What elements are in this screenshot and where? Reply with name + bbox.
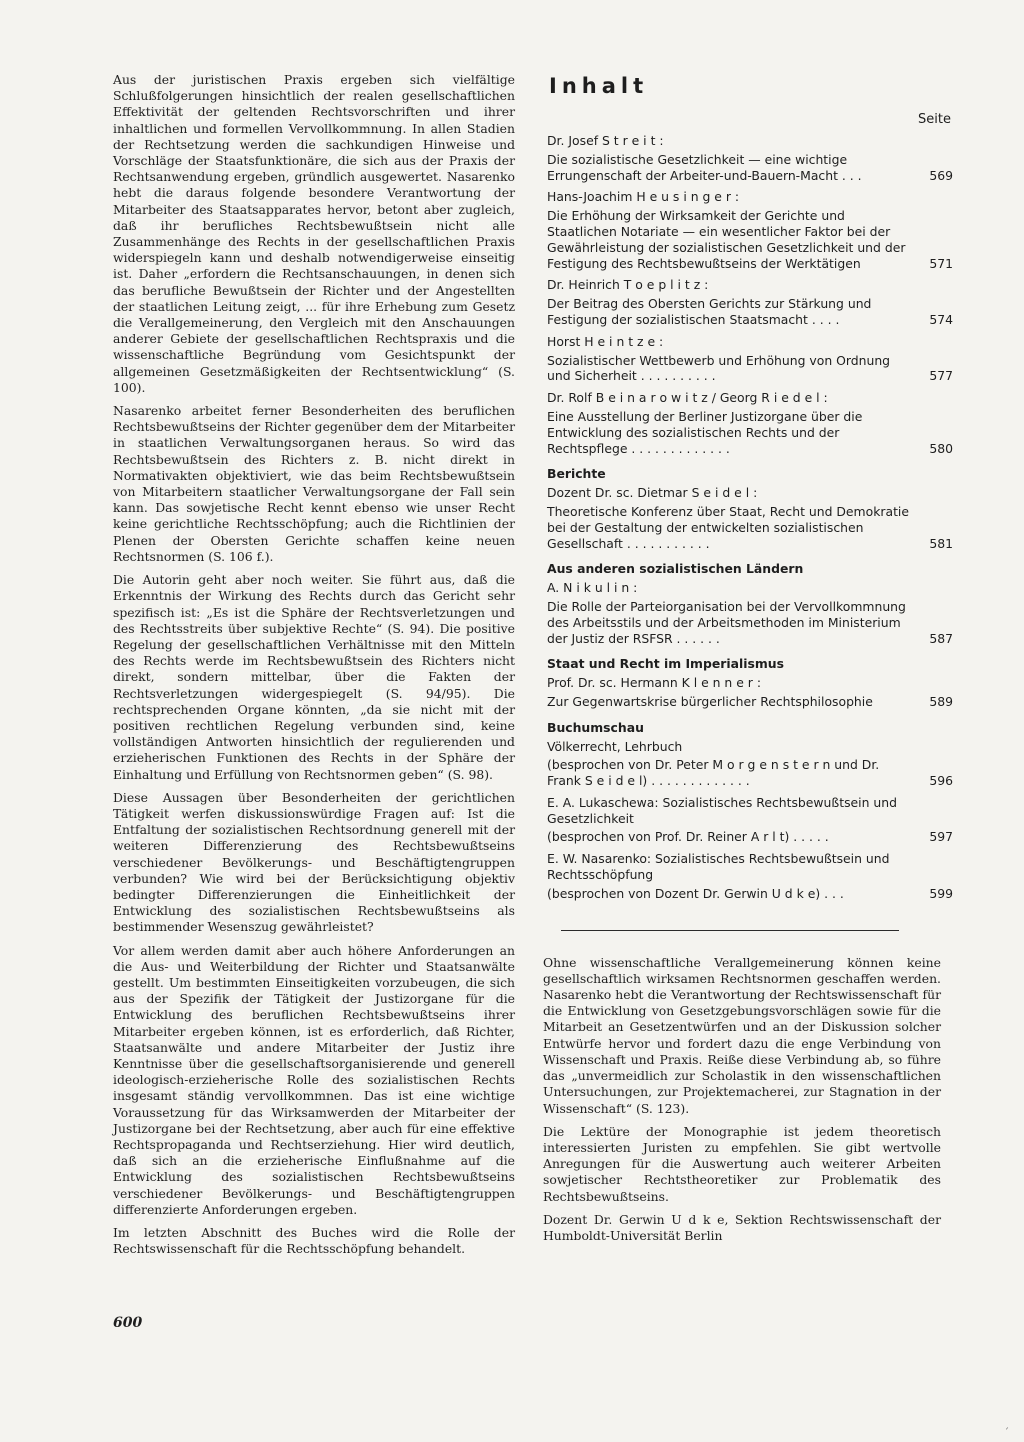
toc-section-heading: Buchumschau [547,719,644,735]
toc-entry-page: 596 [929,773,953,789]
toc-entry[interactable] [547,757,953,789]
toc-entry-title: (besprochen von Dozent Dr. Gerwin U d k e) . . . [547,885,844,901]
toc-entry-title: Die Erhöhung der Wirksamkeit der Gerichte und Staatlichen Notariate — ein wesentlicher Faktor bei der Gewährleistung der sozialistischen Gesetzlichkeit und der Festigung des Rechtsbewußtseins der Werktätigen [547,208,906,271]
toc-entry-title: Die Rolle der Parteiorganisation bei der Vervollkommnung des Arbeitsstils und der Arbeitsmethoden im Ministerium der Justiz der RSFSR . . . . . . [547,598,906,646]
body-paragraph: Die Lektüre der Monographie ist jedem theoretisch interessierten Juristen zu empfehlen. Sie gibt wertvolle Anregungen für die Auswertung auch weiterer Arbeiten sowjetischer Rechtstheoretiker zur Problematik des Rechtsbewußtseins. [543,1123,941,1204]
toc-entry-page: 571 [929,255,953,271]
toc-entry-page: 577 [929,368,953,384]
toc-author: Prof. Dr. sc. Hermann K l e n n e r : [547,675,761,691]
right-column [543,72,953,1251]
toc-entry-page: 589 [929,693,953,709]
toc-entry[interactable] [547,694,953,710]
toc-entry-title: Sozialistischer Wettbewerb und Erhöhung von Ordnung und Sicherheit . . . . . . . . . . [547,352,891,384]
toc-page-header: Seite [918,112,951,127]
toc-author: Dr. Rolf B e i n a r o w i t z / Georg R i e d e l : [547,390,828,406]
toc-entry-title: Die sozialistische Gesetzlichkeit — eine wichtige Errungenschaft der Arbeiter-und-Bauern-Macht . . . [547,151,862,183]
toc-author: A. N i k u l i n : [547,580,638,596]
body-paragraph: Ohne wissenschaftliche Verallgemeinerung können keine gesellschaftlich wirksamen Rechtsnormen geschaffen werden. Nasarenko hebt die Verantwortung der Rechtswissenschaft für die Entwicklung von Gesetzgebungsvorschlägen sowie für die Mitarbeit an Gesetzentwürfen und an der Diskussion solcher Entwürfe hervor und fordert dazu die enge Verbindung von Wissenschaft und Praxis. Reiße diese Verbindung ab, so führe das „unvermeidlich zur Scholastik in den wissenschaftlichen Untersuchungen, zur Projektemacherei, zur Stagnation in der Wissenschaft“ (S. 123). [543,954,941,1116]
body-paragraph: Die Autorin geht aber noch weiter. Sie führt aus, daß die Erkenntnis der Wirkung des Rechts durch das Gericht sehr spezifisch ist: „Es ist die Sphäre der Rechtsverletzungen und des Rechtsstreits über subjektive Rechte“ (S. 94). Die positive Regelung der gesellschaftlichen Verhältnisse mit den Mitteln des Rechts werde im Rechtsbewußtsein des Richters nicht direkt, sondern mittelbar, über die Fakten der Rechtsverletzungen widergespiegelt (S. 94/95). Die rechtsprechenden Organe könnten, „da sie nicht mit der positiven rechtlichen Regelung verbunden sind, keine vollständigen Antworten hinsichtlich der regulierenden und erzieherischen Funktionen des Rechts in der Sphäre der Einhaltung und Erfüllung von Rechtsnormen geben“ (S. 98). [113,572,515,782]
toc-entry-page: 587 [929,630,953,646]
toc-author: Horst H e i n t z e : [547,333,664,349]
toc-author: Dr. Josef S t r e i t : [547,133,664,148]
review-continuation [543,955,941,1244]
toc-section-heading: Aus anderen sozialistischen Ländern [547,561,804,577]
toc-entry-page: 580 [929,440,953,456]
toc-book-title: E. W. Nasarenko: Sozialistisches Rechtsbewußtsein und Rechtsschöpfung [547,851,890,883]
left-column [113,72,515,1264]
toc-entry[interactable] [547,409,953,456]
body-paragraph: Diese Aussagen über Besonderheiten der gerichtlichen Tätigkeit werfen diskussionswürdige Fragen auf: Ist die Entfaltung der sozialistischen Rechtsordnung generell mit der weiteren Differenzierung des Rechtsbewußtseins verschiedener Bevölkerungs- und Beschäftigtengruppen verbunden? Wie wird bei der Berücksichtigung objektiv bedingter Differenzierungen die Einheitlichkeit der Entwicklung des sozialistischen Rechtsbewußtseins als bestimmender Wesenszug gewährleistet? [113,789,515,935]
toc-author: Dozent Dr. sc. Dietmar S e i d e l : [547,485,758,501]
section-divider [561,930,899,931]
toc-book-title: E. A. Lukaschewa: Sozialistisches Rechtsbewußtsein und Gesetzlichkeit [547,794,897,826]
toc-entry[interactable] [547,296,953,328]
body-paragraph: Nasarenko arbeitet ferner Besonderheiten des beruflichen Rechtsbewußtseins der Richter gegenüber dem der Mitarbeiter in staatlichen Verwaltungsorganen heraus. So wird das Rechtsbewußtsein des Richters z. B. nicht direkt in Normativakten objektiviert, wie das beim Rechtsbewußtsein von Mitarbeitern staatlicher Verwaltungsorgane der Fall sein kann. Das sowjetische Recht kennt ebenso wie unser Recht keine gerichtliche Rechtsschöpfung; auch die Richtlinien der Plenen der Obersten Gerichte schaffen keine neuen Rechtsnormen (S. 106 f.). [113,403,515,564]
body-paragraph: Vor allem werden damit aber auch höhere Anforderungen an die Aus- und Weiterbildung der Richter und Staatsanwälte gestellt. Um bestimmten Einseitigkeiten vorzubeugen, die sich aus der Spezifik der Tätigkeit der Justizorgane für die Entwicklung des beruflichen Rechtsbewußtseins ihrer Mitarbeiter ergeben können, ist es erforderlich, daß Richter, Staatsanwälte und andere Mitarbeiter der Justiz ihre Kenntnisse über die gesellschaftsorganisierende und generell ideologisch-erzieherische Rolle des sozialistischen Rechts insgesamt ständig vervollkommnen. Das ist eine wichtige Voraussetzung für das Wirksamwerden der Mitarbeiter der Justizorgane bei der Rechtsetzung, aber auch für eine effektive Rechtspropaganda und Rechtserziehung. Hier wird deutlich, daß sich an die erzieherische Einflußnahme auf die Entwicklung des sozialistischen Rechtsbewußtseins verschiedener Bevölkerungs- und Beschäftigtengruppen differenzierte Anforderungen ergeben. [113,942,515,1217]
toc-entry-title: (besprochen von Prof. Dr. Reiner A r l t) . . . . . [547,829,829,845]
scan-mark: ´ [1004,1428,1009,1439]
toc-entry[interactable] [547,599,953,646]
table-of-contents [543,133,953,902]
toc-entry-page: 599 [929,885,953,901]
reviewer-signature: Dozent Dr. Gerwin U d k e, Sektion Rechtswissenschaft der Humboldt-Universität Berlin [543,1211,941,1243]
toc-entry[interactable] [547,152,953,184]
toc-entry-title: Theoretische Konferenz über Staat, Recht und Demokratie bei der Gestaltung der entwickelten sozialistischen Gesellschaft . . . . . . . . . . . [547,503,909,551]
toc-entry-page: 569 [929,167,953,183]
toc-entry-page: 574 [929,311,953,327]
toc-entry-title: Eine Ausstellung der Berliner Justizorgane über die Entwicklung des sozialistischen Rechts und der Rechtspflege . . . . . . . . . . . . . [547,408,863,456]
toc-entry-title: Zur Gegenwartskrise bürgerlicher Rechtsphilosophie [547,693,873,709]
toc-entry[interactable] [547,886,953,902]
toc-author: Hans-Joachim H e u s i n g e r : [547,189,740,205]
body-paragraph: Im letzten Abschnitt des Buches wird die Rolle der Rechtswissenschaft für die Rechtsschöpfung behandelt. [113,1225,515,1257]
toc-entry-title: Der Beitrag des Obersten Gerichts zur Stärkung und Festigung der sozialistischen Staatsmacht . . . . [547,296,872,327]
toc-entry[interactable] [547,504,953,551]
toc-title: Inhalt [549,74,649,98]
toc-entry[interactable] [547,208,953,271]
toc-section-heading: Berichte [547,466,606,482]
toc-entry-title: (besprochen von Dr. Peter M o r g e n s t e r n und Dr. Frank S e i d e l) . . . . . . . . . . . . . [547,757,880,789]
toc-book-title: Völkerrecht, Lehrbuch [547,738,683,754]
toc-author: Dr. Heinrich T o e p l i t z : [547,277,709,293]
toc-entry[interactable] [547,829,953,845]
body-paragraph: Aus der juristischen Praxis ergeben sich vielfältige Schlußfolgerungen hinsichtlich der realen gesellschaftlichen Effektivität der geltenden Rechtsvorschriften und ihrer inhaltlichen und formellen Vervollkommnung. In allen Stadien der Rechtsetzung werden die sachkundigen Hinweise und Vorschläge der Staatsfunktionäre, die sich aus der Praxis der Rechtsanwendung ergeben, gründlich ausgewertet. Nasarenko hebt die daraus folgende besondere Verantwortung der Mitarbeiter des Staatsapparates hervor, betont aber zugleich, daß ihr berufliches Rechtsbewußtsein nicht alle Zusammenhänge des Rechts in der gesellschaftlichen Praxis widerspiegeln kann und deshalb notwendigerweise einseitig ist. Daher „erfordern die Rechtsanschauungen, in denen sich das berufliche Bewußtsein der Richter und der Angestellten der staatlichen Leitung zeigt, ... für ihre Erhebung zum Gesetz die Verallgemeinerung, den Vergleich mit den Anschauungen anderer Gebiete der gesellschaftlichen Rechtspraxis und die wissenschaftliche Begründung vom Gesichtspunkt der allgemeinen Gesetzmäßigkeiten der Rechtsentwicklung“ (S. 100). [113,72,515,395]
toc-entry[interactable] [547,353,953,385]
toc-entry-page: 597 [929,829,953,845]
toc-entry-page: 581 [929,535,953,551]
toc-section-heading: Staat und Recht im Imperialismus [547,656,784,672]
page-number: 600 [113,1315,143,1331]
